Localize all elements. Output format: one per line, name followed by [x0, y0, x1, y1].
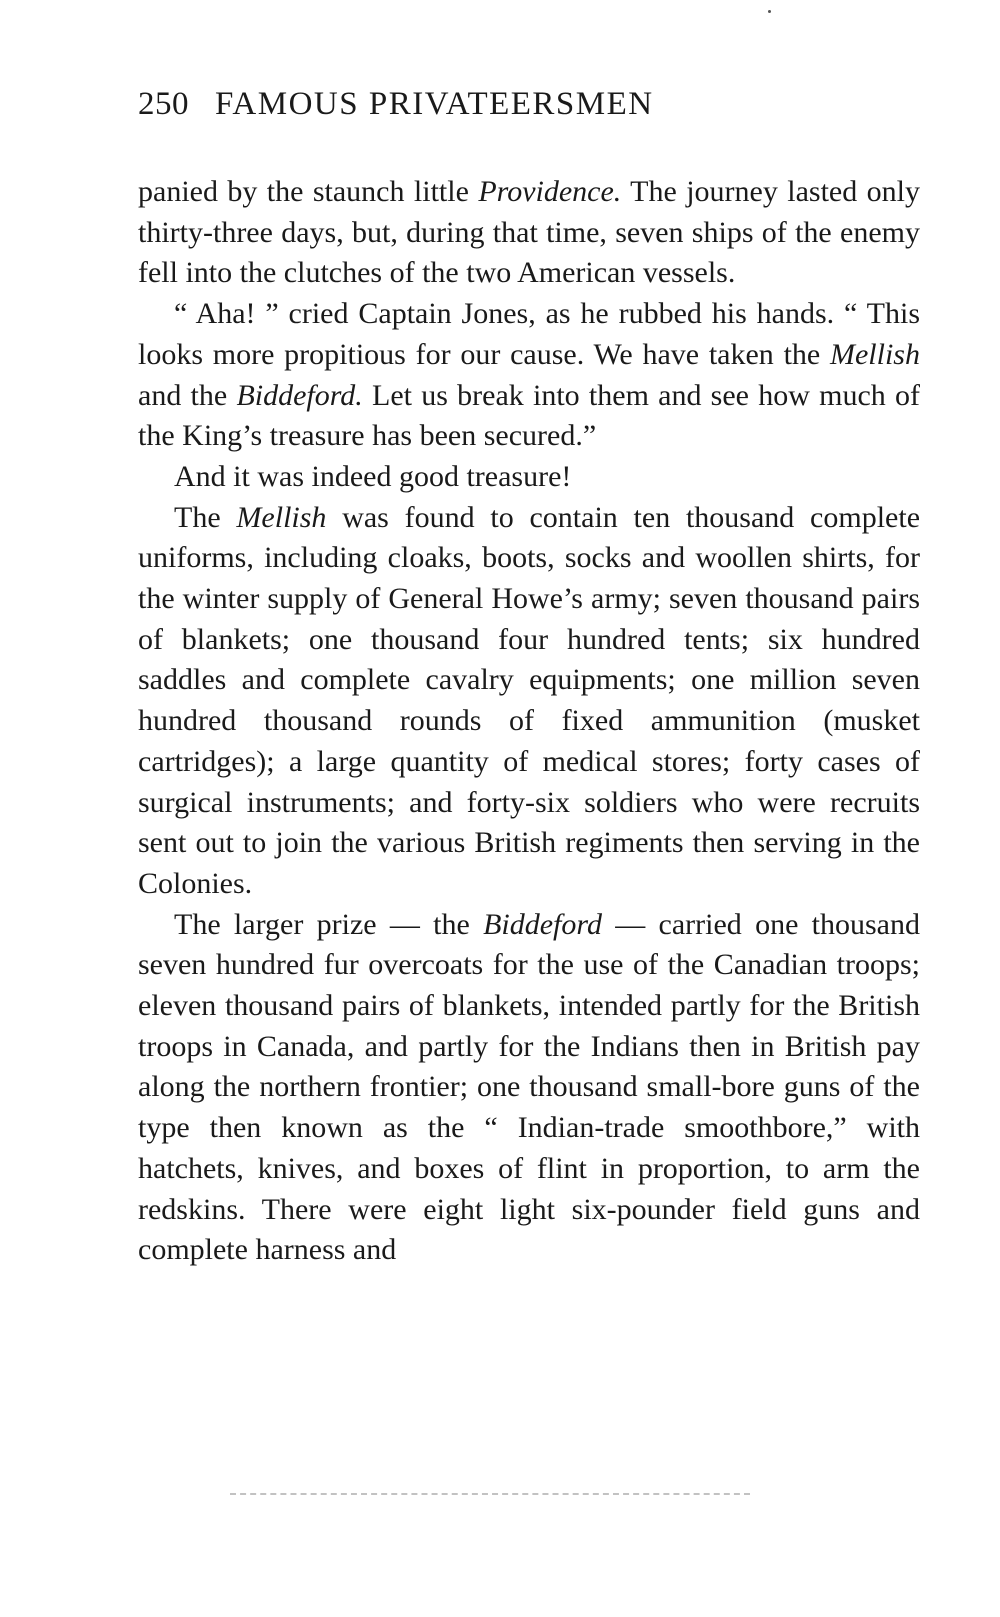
text-run: and the	[138, 378, 237, 412]
ship-name: Providence.	[478, 175, 622, 208]
scan-speck	[768, 10, 771, 13]
ship-name: Mellish	[236, 500, 327, 534]
text-run: panied by the staunch little	[138, 175, 479, 208]
body-text	[138, 172, 920, 1271]
text-run: Let us break into them and see how much of the King’s treasure has been secured.”	[138, 378, 920, 453]
text-run: “ Aha! ” cried Captain Jones, as he rubbed his hands. “ This looks more propitious for our cause. We have taken the	[138, 297, 920, 371]
text-run: The journey lasted only thirty-three days, but, during that time, seven ships of the enemy fell into the clutches of the two American vessels.	[138, 175, 920, 290]
text-run: was found to contain ten thousand complete uniforms, including cloaks, boots, socks and woollen shirts, for the winter supply of General Howe’s army; seven thousand pairs of blankets; one thousand four hundred tents; six hundred saddles and complete cavalry equipments; one million seven hundred thousand rounds of fixed ammunition (musket cartridges); a large quantity of medical stores; forty cases of surgical instruments; and forty-six soldiers who were recruits sent out to join the various British regiments then serving in the Colonies.	[138, 500, 921, 900]
running-head	[138, 84, 928, 124]
paragraph	[138, 457, 920, 498]
scan-artifact-marks	[230, 1493, 750, 1501]
ship-name: Biddeford.	[236, 378, 363, 412]
page-number: 250	[138, 86, 189, 122]
paragraph	[138, 498, 920, 905]
paragraph	[138, 905, 920, 1271]
paragraph	[138, 294, 920, 457]
text-run: The	[174, 500, 237, 534]
ship-name: Mellish	[830, 337, 920, 371]
running-title: FAMOUS PRIVATEERSMEN	[215, 86, 654, 122]
paragraph	[138, 172, 920, 294]
text-run: — carried one thousand seven hundred fur overcoats for the use of the Canadian troops; eleven thousand pairs of blankets, intended partly for the British troops in Canada, and partly for the Indians then in British pay along the northern frontier; one thousand small-bore guns of the type then known as the “ Indian-trade smoothbore,” with hatchets, knives, and boxes of flint in proportion, to arm the redskins. There were eight light six-pounder field guns and complete harness and	[138, 907, 920, 1267]
text-run: And it was indeed good treasure!	[174, 459, 572, 493]
text-run: The larger prize — the	[174, 907, 484, 941]
ship-name: Biddeford	[483, 907, 602, 941]
